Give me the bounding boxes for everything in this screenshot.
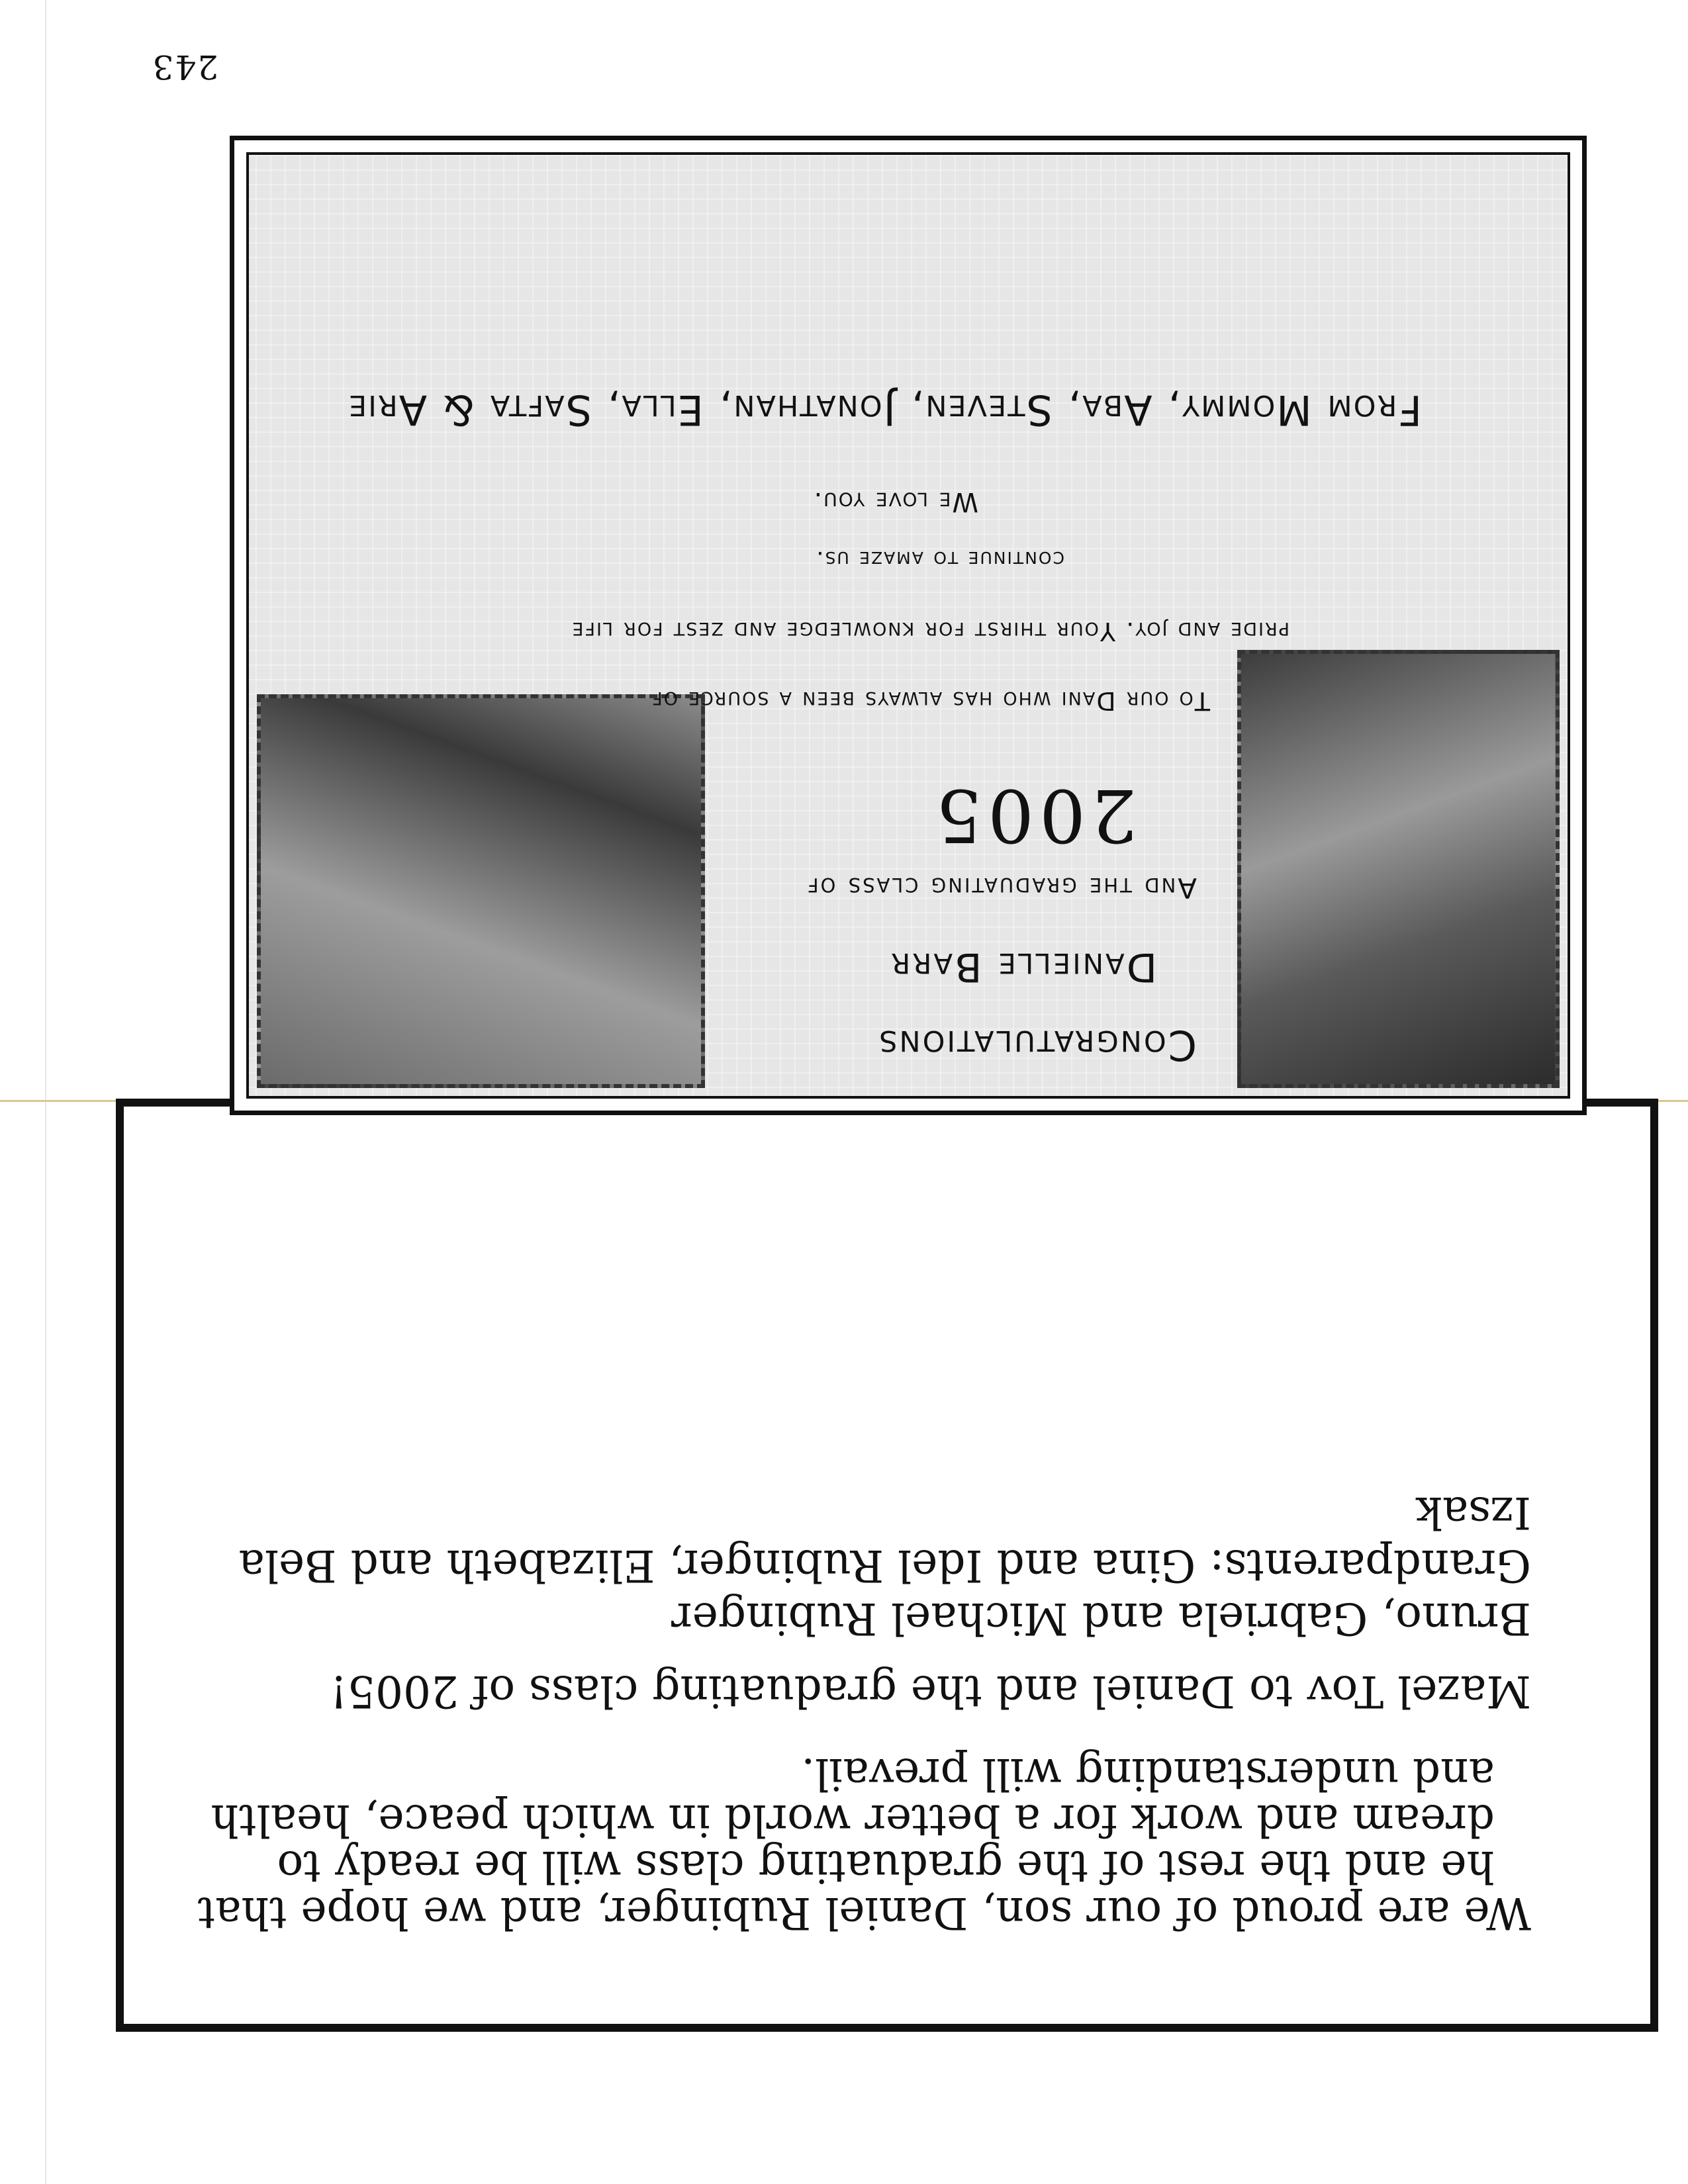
page-number: 243 bbox=[151, 48, 218, 86]
ad-paragraph-3-line: Izsak bbox=[1415, 1487, 1531, 1538]
card-signature: From Mommy, Aba, Steven, Jonathan, Ella, Safta & Arie bbox=[348, 386, 1422, 434]
ad-paragraph-3-line: Bruno, Gabriela and Michael Rubinger bbox=[671, 1593, 1531, 1644]
card-inner-frame bbox=[246, 152, 1570, 1099]
ad-paragraph-1-line: dream and work for a better world in which peace, health bbox=[211, 1795, 1495, 1846]
card-message-line: continue to amaze us. bbox=[815, 546, 1064, 573]
ad-paragraph-1-line: he and the rest of the graduating class will be ready to bbox=[277, 1841, 1495, 1892]
card-message-line: To our Dani who has always been a source of bbox=[651, 686, 1210, 715]
graduate-photo bbox=[1237, 650, 1560, 1088]
text-ad-box bbox=[116, 1099, 1658, 2032]
card-message-line: We love you. bbox=[812, 486, 978, 517]
ad-paragraph-1-line: We are proud of our son, Daniel Rubinger, and we hope that bbox=[197, 1888, 1531, 1938]
congratulations-card bbox=[230, 136, 1587, 1115]
class-line: And the graduating class of bbox=[805, 872, 1197, 904]
card-message-line: pride and joy. Your thirst for knowledge and zest for life bbox=[571, 617, 1289, 646]
ad-paragraph-1-line: and understanding will prevail. bbox=[801, 1749, 1495, 1799]
page-edge-line bbox=[45, 0, 46, 2184]
ad-paragraph-2: Mazel Tov to Daniel and the graduating class of 2005! bbox=[330, 1666, 1531, 1717]
graduate-name: Danielle Barr bbox=[889, 944, 1157, 990]
card-heading: Congratulations bbox=[877, 1021, 1197, 1069]
class-year: 2005 bbox=[931, 773, 1137, 858]
ad-paragraph-3-line: Grandparents: Gina and Idel Rubinger, Elizabeth and Bela bbox=[238, 1540, 1531, 1591]
child-photo bbox=[257, 694, 705, 1088]
